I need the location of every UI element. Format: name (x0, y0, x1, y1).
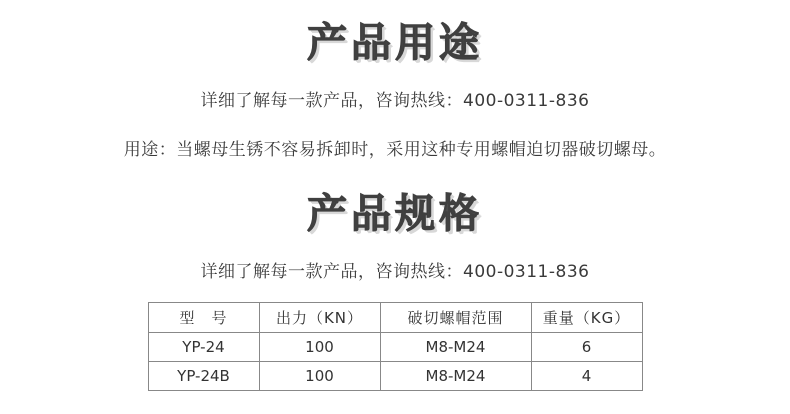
spec-table (148, 302, 643, 391)
table-cell-range: M8-M24 (380, 362, 531, 391)
table-cell-output: 100 (259, 333, 380, 362)
spec-table-head (148, 303, 642, 333)
usage-section (0, 0, 790, 160)
table-cell-range: M8-M24 (380, 333, 531, 362)
spec-table-body (148, 333, 642, 391)
usage-description-text: 用途：当螺母生锈不容易拆卸时，采用这种专用螺帽迫切器破切螺母。 (123, 140, 667, 160)
table-header-cell: 型 号 (148, 303, 259, 333)
spec-subtitle-container (0, 235, 790, 282)
table-header-cell: 重量（KG） (531, 303, 642, 333)
spec-hotline-text: 详细了解每一款产品，咨询热线：400-0311-836 (200, 262, 590, 282)
usage-description-container (0, 111, 790, 160)
usage-section-title: 产品用途 (307, 20, 483, 66)
table-cell-weight: 6 (531, 333, 642, 362)
spec-section-title: 产品规格 (307, 191, 483, 237)
table-header-cell: 出力（KN） (259, 303, 380, 333)
usage-subtitle-container (0, 64, 790, 111)
table-row (148, 333, 642, 362)
table-cell-output: 100 (259, 362, 380, 391)
table-header-row (148, 303, 642, 333)
table-cell-weight: 4 (531, 362, 642, 391)
usage-hotline-text: 详细了解每一款产品，咨询热线：400-0311-836 (200, 91, 590, 111)
spec-title-container (0, 160, 790, 235)
spec-table-container (0, 302, 790, 391)
usage-title-container (0, 0, 790, 64)
table-row (148, 362, 642, 391)
table-cell-model: YP-24 (148, 333, 259, 362)
spec-section (0, 160, 790, 391)
table-header-cell: 破切螺帽范围 (380, 303, 531, 333)
table-cell-model: YP-24B (148, 362, 259, 391)
